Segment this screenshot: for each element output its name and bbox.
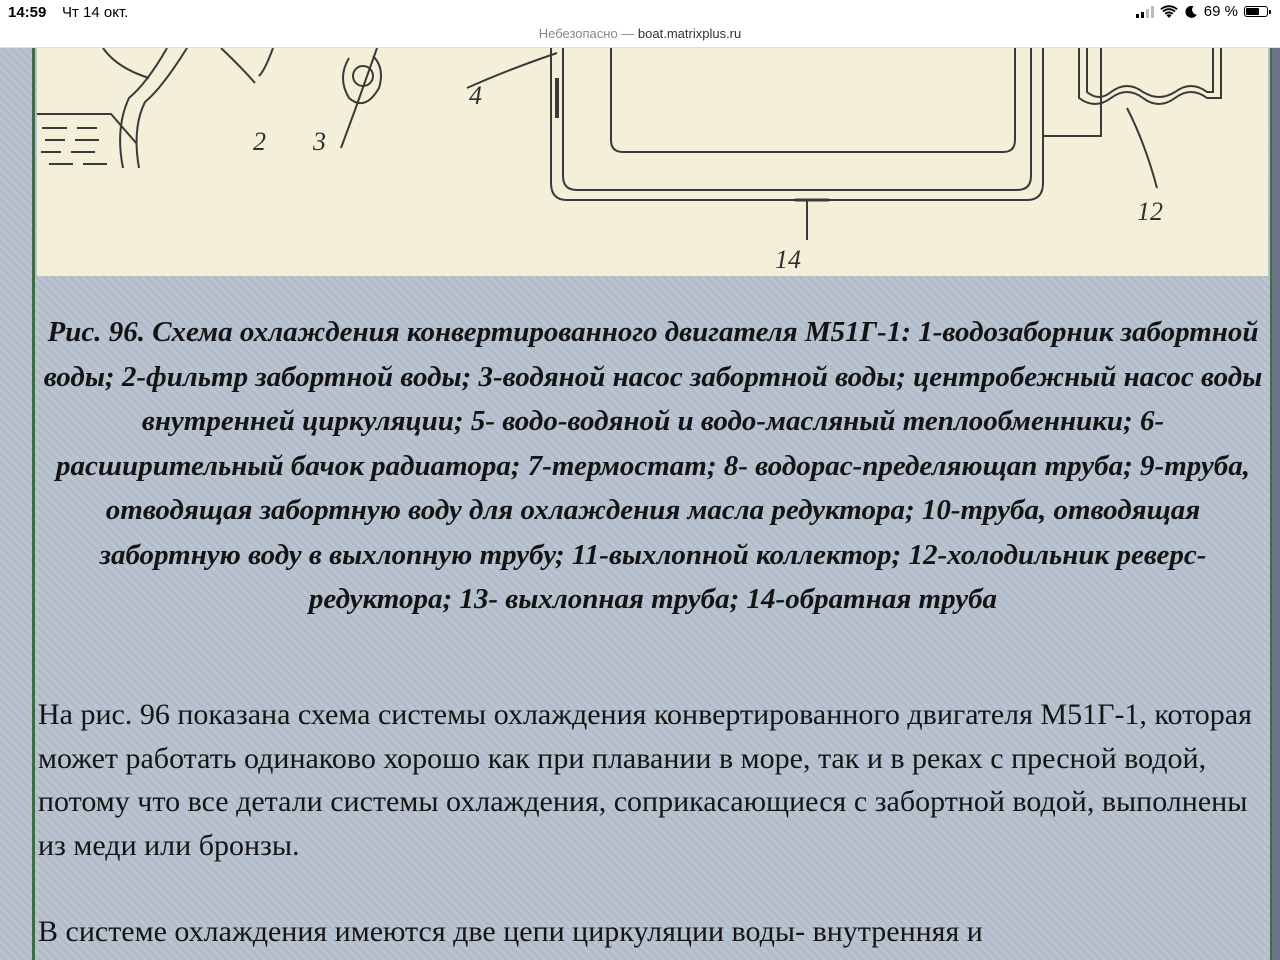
right-border-bar xyxy=(1270,48,1280,960)
battery-icon xyxy=(1244,6,1268,17)
cellular-signal-icon xyxy=(1136,6,1154,18)
status-time: 14:59 xyxy=(8,4,47,21)
figure-caption: Рис. 96. Схема охлаждения конвертированного двигателя М51Г-1: 1-водозаборник забортной воды; 2-фильтр забортной воды; 3-водяной насос забортной воды; центробежный насос воды внутренней циркуляции; 5- водо-водяной и водо-масляный теплообменники; 6-расширительный бачок радиатора; 7-термостат; 8- водорас-пределяющап труба; 9-труба, отводящая забортную воду для охлаждения масла редуктора; 10-труба, отводящая забортную воду в выхлопную трубу; 11-выхлопной коллектор; 12-холодильник реверс-редуктора; 13- выхлопная труба; 14-обратная труба xyxy=(43,316,1263,615)
battery-percent: 69 % xyxy=(1203,3,1238,20)
cooling-scheme-figure xyxy=(37,48,1268,276)
wifi-icon xyxy=(1160,5,1178,19)
body-paragraph: На рис. 96 показана схема системы охлаждения конвертированного двигателя М51Г-1, которая может работать одинаково хорошо как при плавании в море, так и в реках с пресной водой, потому что все детали системы охлаждения, соприкасающиеся с забортной водой, выполнены из меди или бронзы. xyxy=(38,698,1252,862)
left-border-rule xyxy=(32,48,35,960)
status-date: Чт 14 окт. xyxy=(62,4,129,21)
url-domain: boat.matrixplus.ru xyxy=(637,26,742,41)
address-bar[interactable] xyxy=(0,26,1280,48)
figure-label: 12 xyxy=(1137,197,1163,226)
cooling-scheme-drawing xyxy=(37,48,1268,276)
do-not-disturb-moon-icon xyxy=(1184,5,1198,19)
security-warning: Небезопасно — xyxy=(538,26,638,41)
status-indicators xyxy=(1136,3,1268,20)
figure-label: 3 xyxy=(313,127,326,156)
figure-label: 4 xyxy=(469,81,482,110)
figure-label: 2 xyxy=(253,127,266,156)
web-page xyxy=(0,48,1280,960)
status-bar xyxy=(0,0,1280,26)
body-paragraph: В системе охлаждения имеются две цепи циркуляции воды- внутренняя и xyxy=(38,915,983,948)
figure-label: 14 xyxy=(775,245,801,274)
